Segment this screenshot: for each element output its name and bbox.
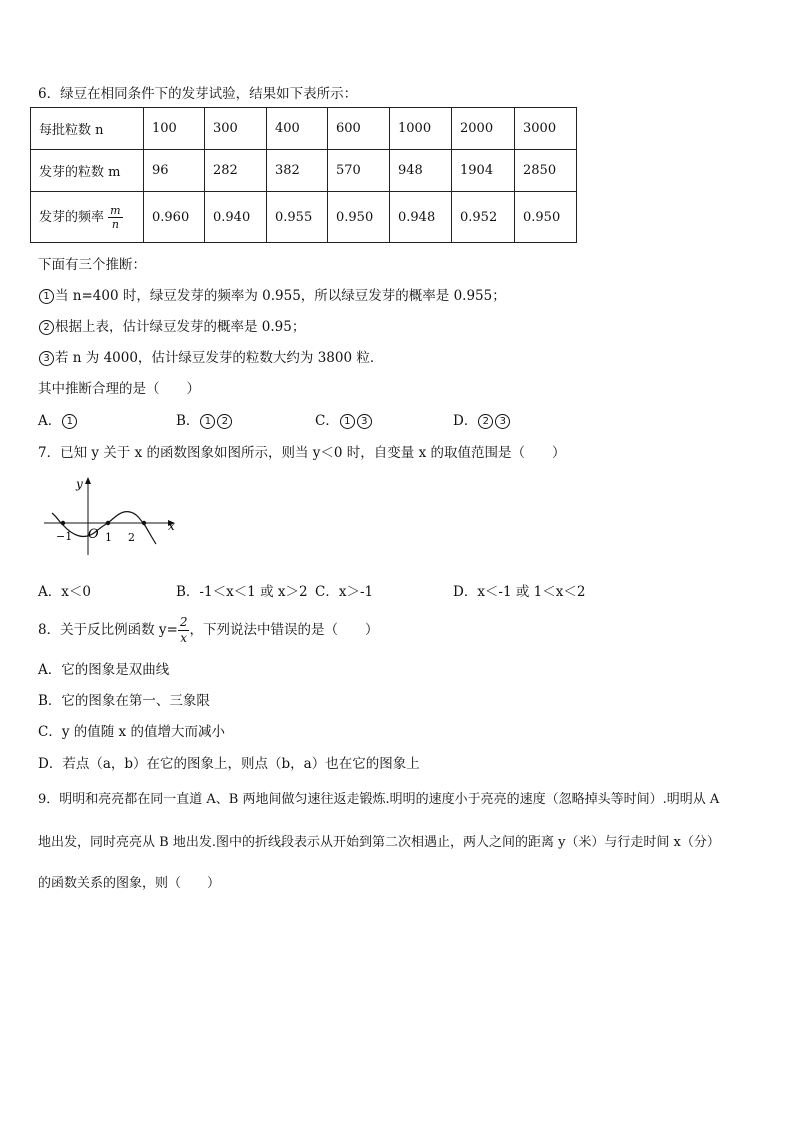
table-row <box>31 192 577 243</box>
inference-3 <box>38 346 383 366</box>
table-row <box>31 108 577 150</box>
circled-number: 2 <box>217 414 232 429</box>
q9-line-3: 的函数关系的图象，则（ ） <box>38 876 221 891</box>
fraction-denominator: n <box>111 217 119 231</box>
option-letter: A． <box>38 413 62 429</box>
circled-number: 3 <box>357 414 372 429</box>
fraction-numerator: 2 <box>179 615 188 629</box>
q7-option-d[interactable]: D．x＜-1 或 1＜x＜2 <box>453 584 586 600</box>
circled-number: 1 <box>62 414 77 429</box>
table-cell: 570 <box>328 150 390 192</box>
table-cell: 0.950 <box>328 192 390 243</box>
q6-ask: 其中推断合理的是（ ） <box>38 381 200 397</box>
table-cell: 282 <box>205 150 267 192</box>
table-cell: 600 <box>328 108 390 150</box>
inference-1 <box>38 284 506 304</box>
table-cell: 0.950 <box>515 192 577 243</box>
q6-option-a[interactable] <box>38 409 78 429</box>
inference-text: 当 n=400 时，绿豆发芽的频率为 0.955，所以绿豆发芽的概率是 0.955； <box>55 288 506 304</box>
circled-number: 3 <box>39 351 54 366</box>
zero-point <box>106 521 110 525</box>
q8-stem <box>38 612 378 648</box>
circled-number: 2 <box>478 414 493 429</box>
circled-number: 3 <box>495 414 510 429</box>
table-cell: 1000 <box>390 108 452 150</box>
table-cell: 3000 <box>515 108 577 150</box>
table-cell: 2000 <box>452 108 515 150</box>
row-label-text: 发芽的频率 <box>39 209 105 225</box>
q6-option-c[interactable] <box>315 409 373 429</box>
table-cell: 300 <box>205 108 267 150</box>
q7-option-c[interactable]: C．x＞-1 <box>315 584 374 600</box>
function-graph <box>38 470 188 560</box>
origin-label: O <box>88 527 99 542</box>
q8-option-a[interactable]: A．它的图象是双曲线 <box>38 662 170 678</box>
option-letter: C． <box>315 413 339 429</box>
tick-label: 2 <box>128 531 135 544</box>
q7-option-a[interactable]: A．x＜0 <box>38 584 91 600</box>
table-cell: 948 <box>390 150 452 192</box>
table-cell: 0.948 <box>390 192 452 243</box>
inference-2 <box>38 315 305 335</box>
q8-option-c[interactable]: C．y 的值随 x 的值增大而减小 <box>38 724 225 740</box>
q6-option-b[interactable] <box>176 409 233 429</box>
x-axis-label: x <box>168 519 175 533</box>
table-cell: 0.955 <box>267 192 328 243</box>
table-cell: 2850 <box>515 150 577 192</box>
table-cell: 1904 <box>452 150 515 192</box>
function-fraction <box>178 615 190 646</box>
table-cell: 96 <box>144 150 205 192</box>
circled-number: 1 <box>200 414 215 429</box>
q9-line-1: 9．明明和亮亮都在同一直道 A、B 两地间做匀速往返走锻炼.明明的速度小于亮亮的速度（忽略掉头等时间）.明明从 A <box>38 792 720 807</box>
fraction-numerator: m <box>110 203 121 217</box>
circled-number: 1 <box>39 289 54 304</box>
y-axis-arrow-icon <box>85 477 91 484</box>
table-cell: 400 <box>267 108 328 150</box>
q7-option-b[interactable]: B．-1＜x＜1 或 x＞2 <box>176 584 308 600</box>
y-axis-label: y <box>76 477 83 491</box>
table-cell: 0.952 <box>452 192 515 243</box>
row-label: 发芽的粒数 m <box>31 150 144 192</box>
fraction-denominator: x <box>180 631 188 645</box>
table-cell: 0.940 <box>205 192 267 243</box>
q8-option-b[interactable]: B．它的图象在第一、三象限 <box>38 693 210 709</box>
tick-label: −1 <box>56 530 73 543</box>
q6-option-d[interactable] <box>453 409 511 429</box>
table-cell: 0.960 <box>144 192 205 243</box>
row-label: 每批粒数 n <box>31 108 144 150</box>
frequency-fraction <box>108 204 122 231</box>
q8-option-d[interactable]: D．若点（a，b）在它的图象上，则点（b，a）也在它的图象上 <box>38 756 420 772</box>
circled-number: 2 <box>39 320 54 335</box>
zero-point <box>61 521 65 525</box>
q9-line-2: 地出发，同时亮亮从 B 地出发.图中的折线段表示从开始到第二次相遇止，两人之间的距离 y（米）与行走时间 x（分） <box>38 835 720 850</box>
table-cell: 100 <box>144 108 205 150</box>
q6-intro: 下面有三个推断： <box>38 257 146 273</box>
q8-stem-pre: 8．关于反比例函数 y= <box>38 622 178 638</box>
row-label <box>31 192 144 243</box>
option-letter: D． <box>453 413 478 429</box>
option-letter: B． <box>176 413 200 429</box>
zero-point <box>142 521 146 525</box>
inference-text: 根据上表，估计绿豆发芽的概率是 0.95； <box>55 319 306 335</box>
tick-label: 1 <box>105 531 112 544</box>
circled-number: 1 <box>340 414 355 429</box>
inference-text: 若 n 为 4000，估计绿豆发芽的粒数大约为 3800 粒． <box>55 350 384 366</box>
germination-table <box>30 107 577 243</box>
q7-stem: 7．已知 y 关于 x 的函数图象如图所示，则当 y＜0 时，自变量 x 的取值范围是（ ） <box>38 445 566 461</box>
q8-stem-post: ，下列说法中错误的是（ ） <box>189 622 379 638</box>
table-row <box>31 150 577 192</box>
q6-stem: 6．绿豆在相同条件下的发芽试验，结果如下表所示： <box>38 86 358 102</box>
table-cell: 382 <box>267 150 328 192</box>
